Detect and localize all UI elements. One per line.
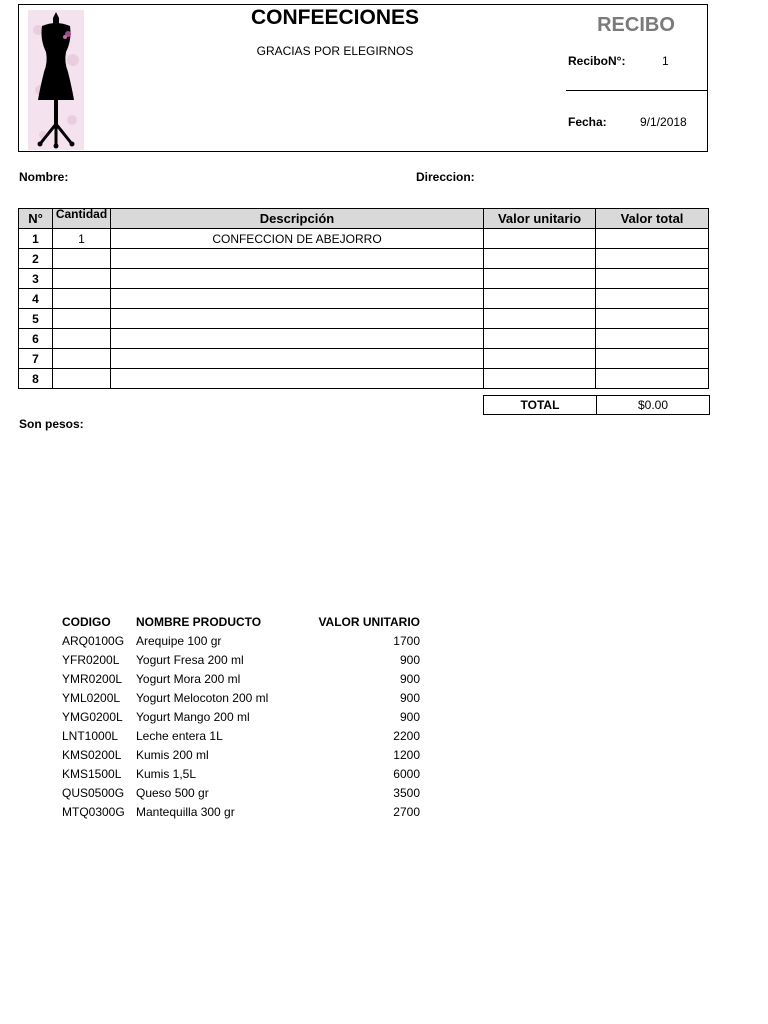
product-price: 900 [399,652,420,667]
items-header-row [19,209,709,229]
product-list [62,612,420,821]
row-number: 7 [19,349,53,369]
row-unit-value [484,269,596,289]
items-body [19,229,709,389]
product-price: 2700 [393,804,420,819]
row-unit-value [484,249,596,269]
product-price: 3500 [393,785,420,800]
row-number: 3 [19,269,53,289]
column-header: VALOR UNITARIO [318,614,420,629]
product-name: Yogurt Fresa 200 ml [136,652,244,667]
product-code: KMS1500L [62,766,122,781]
product-code: QUS0500G [62,785,125,800]
row-quantity [53,269,111,289]
product-code: YMR0200L [62,671,123,686]
row-total-value [596,329,709,349]
product-name: Yogurt Melocoton 200 ml [136,690,269,705]
list-item [62,764,420,783]
row-number: 6 [19,329,53,349]
row-description: CONFECCION DE ABEJORRO [111,229,484,249]
table-row [19,249,709,269]
product-price: 6000 [393,766,420,781]
row-number: 2 [19,249,53,269]
name-label: Nombre: [19,170,69,184]
row-unit-value [484,309,596,329]
row-total-value [596,369,709,389]
list-item [62,802,420,821]
table-row [19,289,709,309]
table-row [19,229,709,249]
list-item [62,631,420,650]
son-pesos-label: Son pesos: [19,417,84,431]
product-body [62,631,420,821]
row-description [111,309,484,329]
column-header: Descripción [111,209,484,229]
dress-form-logo [28,10,84,150]
product-header-row [62,612,420,631]
product-price: 900 [399,690,420,705]
product-code: YMG0200L [62,709,123,724]
row-total-value [596,249,709,269]
row-description [111,289,484,309]
row-quantity [53,289,111,309]
row-total-value [596,289,709,309]
column-header: Cantidad [53,209,111,229]
product-name: Kumis 200 ml [136,747,209,762]
receipt-number-value: 1 [662,54,669,68]
product-code: YML0200L [62,690,121,705]
list-item [62,688,420,707]
list-item [62,783,420,802]
column-header: N° [19,209,53,229]
product-name: Leche entera 1L [136,728,223,743]
row-number: 8 [19,369,53,389]
row-unit-value [484,229,596,249]
product-name: Queso 500 gr [136,785,209,800]
row-quantity: 1 [53,229,111,249]
product-price: 1200 [393,747,420,762]
row-description [111,249,484,269]
row-quantity [53,369,111,389]
product-name: Mantequilla 300 gr [136,804,235,819]
row-quantity [53,349,111,369]
row-total-value [596,349,709,369]
table-row [19,269,709,289]
row-description [111,329,484,349]
product-code: LNT1000L [62,728,119,743]
receipt-number-label: ReciboN°: [568,54,626,68]
table-row [19,349,709,369]
row-unit-value [484,329,596,349]
row-quantity [53,309,111,329]
row-description [111,269,484,289]
row-total-value [596,309,709,329]
product-name: Arequipe 100 gr [136,633,222,648]
shop-subtitle: GRACIAS POR ELEGIRNOS [256,44,414,58]
table-row [19,369,709,389]
receipt-title: RECIBO [597,14,675,36]
product-price: 2200 [393,728,420,743]
product-code: MTQ0300G [62,804,125,819]
list-item [62,745,420,764]
product-name: Kumis 1,5L [136,766,197,781]
header-divider [566,90,708,91]
total-label: TOTAL [484,396,597,415]
product-code: YFR0200L [62,652,120,667]
product-price: 900 [399,709,420,724]
row-number: 4 [19,289,53,309]
list-item [62,669,420,688]
product-name: Yogurt Mango 200 ml [136,709,250,724]
product-code: ARQ0100G [62,633,125,648]
items-table [18,208,709,389]
row-quantity [53,249,111,269]
product-price: 1700 [393,633,420,648]
column-header: CODIGO [62,614,111,629]
column-header: Valor total [596,209,709,229]
table-row [19,309,709,329]
row-number: 1 [19,229,53,249]
row-description [111,349,484,369]
address-label: Direccion: [416,170,475,184]
product-price: 900 [399,671,420,686]
total-table [483,395,710,415]
product-code: KMS0200L [62,747,122,762]
shop-title: CONFEECIONES [250,6,420,29]
total-value: $0.00 [597,396,710,415]
row-number: 5 [19,309,53,329]
product-name: Yogurt Mora 200 ml [136,671,241,686]
row-quantity [53,329,111,349]
list-item [62,707,420,726]
column-header: NOMBRE PRODUCTO [136,614,262,629]
date-label: Fecha: [568,115,607,129]
row-description [111,369,484,389]
row-unit-value [484,349,596,369]
row-unit-value [484,369,596,389]
list-item [62,726,420,745]
column-header: Valor unitario [484,209,596,229]
table-row [19,329,709,349]
list-item [62,650,420,669]
row-total-value [596,269,709,289]
row-total-value [596,229,709,249]
date-value: 9/1/2018 [640,115,687,129]
row-unit-value [484,289,596,309]
